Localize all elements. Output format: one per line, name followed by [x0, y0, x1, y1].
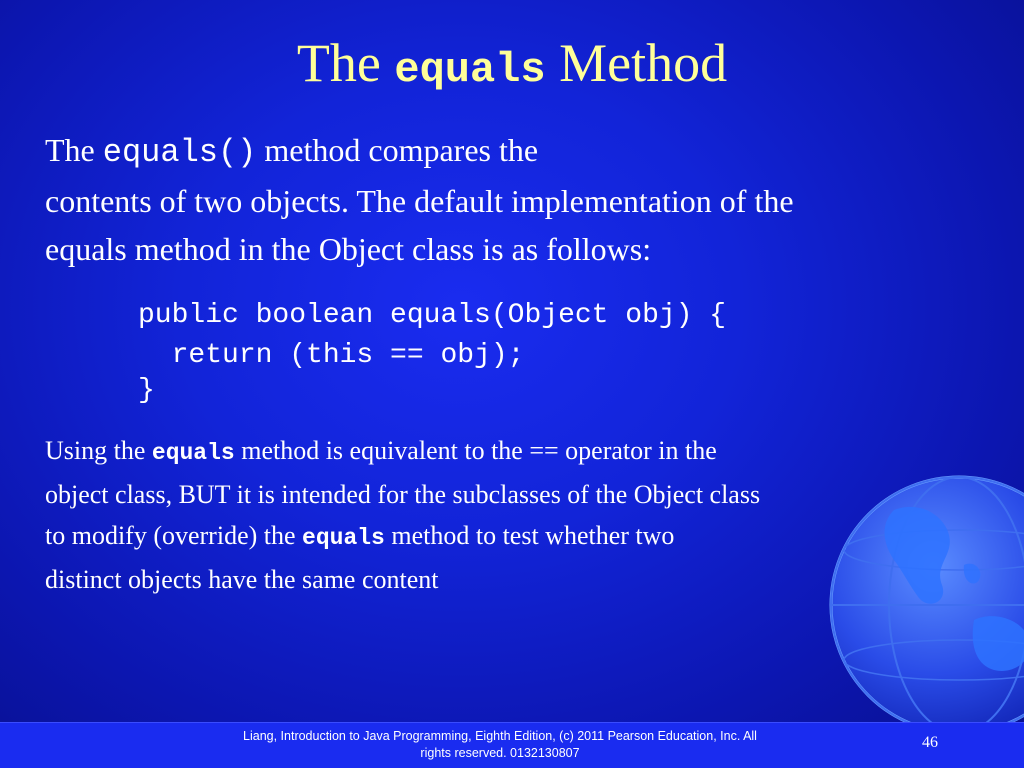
intro-line-2: contents of two objects. The default implementation of the [45, 183, 794, 219]
code-line-1: public boolean equals(Object obj) { [138, 300, 727, 331]
code-block [138, 296, 726, 406]
intro-line-1-prefix: The [45, 132, 95, 168]
title-code: equals [394, 46, 546, 94]
footer-line-2: rights reserved. 0132130807 [420, 746, 580, 760]
explanation-line-1-prefix: Using the [45, 436, 146, 465]
footer-line-1: Liang, Introduction to Java Programming, Eighth Edition, (c) 2011 Pearson Education, Inc. All [243, 729, 757, 743]
globe-icon [824, 470, 1024, 740]
slide-title [0, 28, 1024, 105]
intro-line-1-suffix: method compares the [264, 132, 539, 168]
explanation-line-3-suffix: method to test whether two [391, 521, 675, 550]
explanation-line-3 [45, 515, 760, 559]
code-line-3: } [138, 375, 155, 406]
intro-line-3: equals method in the Object class is as follows: [45, 231, 652, 267]
title-prefix: The [296, 33, 381, 93]
explanation-line-1-suffix: method is equivalent to the == operator in the [241, 436, 717, 465]
explanation-line-2: object class, BUT it is intended for the subclasses of the Object class [45, 480, 761, 509]
page-number: 46 [922, 734, 938, 751]
explanation-line-1 [45, 430, 760, 474]
intro-line-1 [45, 126, 794, 177]
explanation-line-4: distinct objects have the same content [45, 565, 439, 594]
explanation-paragraph [45, 430, 760, 600]
intro-code: equals() [102, 134, 257, 171]
explanation-line-3-prefix: to modify (override) the [45, 521, 296, 550]
explanation-code-2: equals [302, 525, 385, 551]
code-line-2: return (this == obj); [138, 340, 525, 371]
footer-copyright [190, 728, 810, 762]
title-suffix: Method [559, 33, 728, 93]
explanation-code-1: equals [151, 440, 235, 466]
intro-paragraph [45, 126, 794, 273]
